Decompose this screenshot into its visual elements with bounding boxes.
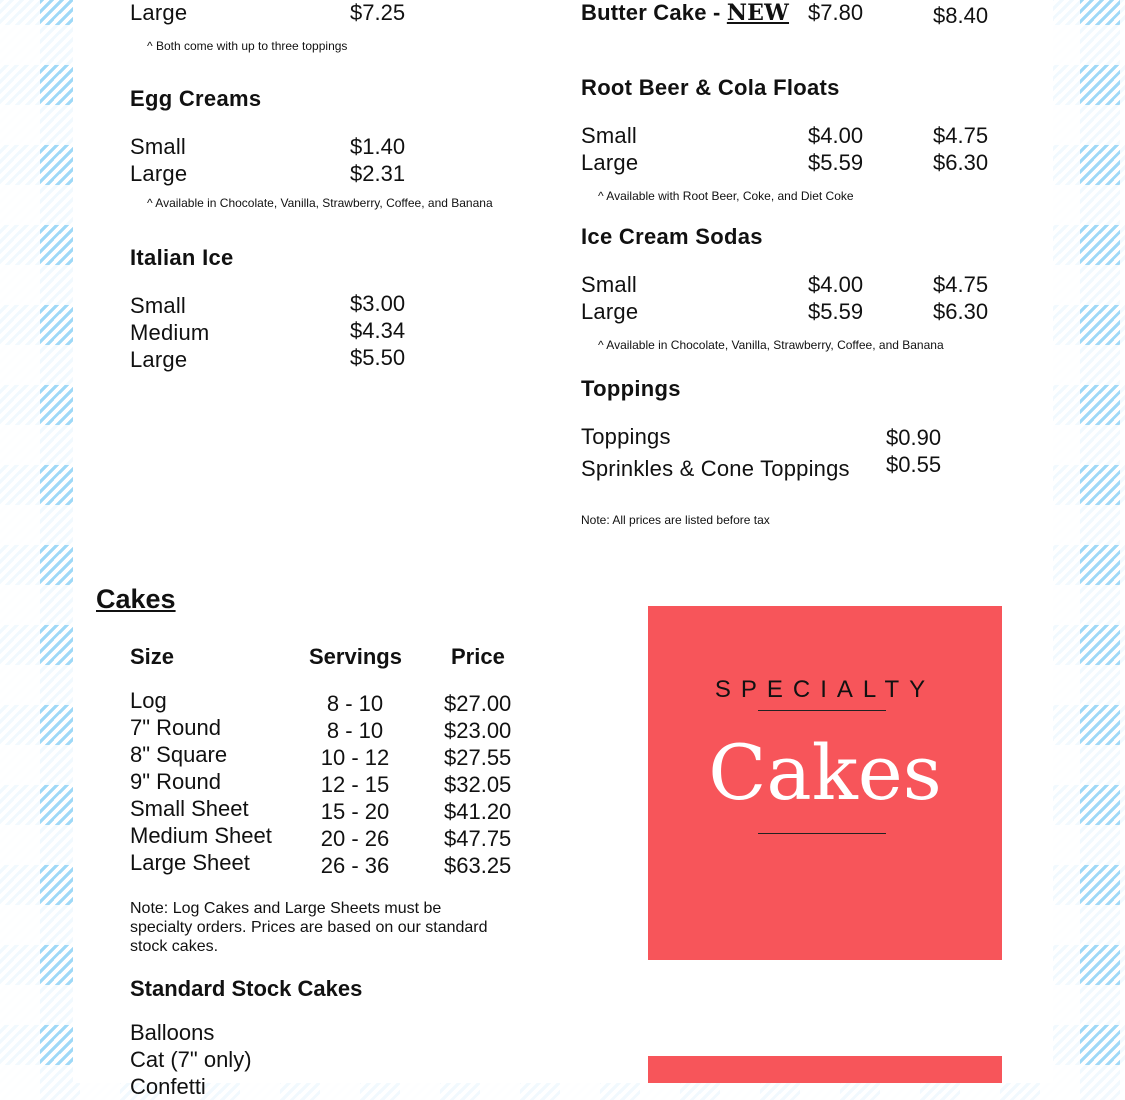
top-item-note: ^ Both come with up to three toppings (147, 39, 348, 53)
table-row: 10 - 12 (320, 745, 390, 770)
egg-creams-small-price: $1.40 (350, 134, 406, 159)
toppings-title: Toppings (581, 376, 681, 401)
table-row: 20 - 26 (320, 826, 390, 851)
egg-creams-large-label: Large (130, 161, 188, 186)
list-item: Balloons (130, 1020, 215, 1045)
cakes-price-column (444, 690, 524, 879)
butter-cake-price-2: $8.40 (933, 3, 989, 28)
table-row: $47.75 (444, 826, 512, 851)
table-row: Log (130, 688, 167, 713)
top-item-label: Large (130, 0, 188, 25)
italian-ice-small-price: $3.00 (350, 291, 406, 316)
cakes-header-size: Size (130, 644, 175, 669)
table-row: 8" Square (130, 742, 228, 767)
sprinkles-price: $0.55 (886, 452, 942, 477)
table-row: $63.25 (444, 853, 512, 878)
italian-ice-large-label: Large (130, 347, 188, 372)
butter-cake-label (581, 0, 789, 26)
floats-small-price-1: $4.00 (808, 123, 864, 148)
table-row: 8 - 10 (326, 691, 384, 716)
table-row: $23.00 (444, 718, 512, 743)
promo-divider-top (758, 710, 886, 711)
table-row: 12 - 15 (320, 772, 390, 797)
cakes-header-price: Price (451, 644, 505, 669)
floats-small-price-2: $4.75 (933, 123, 989, 148)
specialty-cakes-tile[interactable] (648, 606, 1002, 960)
tax-note: Note: All prices are listed before tax (581, 513, 770, 527)
list-item: Confetti (130, 1074, 206, 1099)
table-row: 15 - 20 (320, 799, 390, 824)
promo-divider-bottom (758, 833, 886, 834)
table-row: 9" Round (130, 769, 221, 794)
floats-title: Root Beer & Cola Floats (581, 75, 840, 100)
table-row: 26 - 36 (320, 853, 390, 878)
toppings-label: Toppings (581, 424, 671, 449)
stock-cakes-title: Standard Stock Cakes (130, 976, 363, 1001)
cakes-servings-column (305, 690, 405, 879)
sodas-small-price-2: $4.75 (933, 272, 989, 297)
table-row: $32.05 (444, 772, 512, 797)
cakes-header-servings: Servings (309, 644, 402, 669)
italian-ice-title: Italian Ice (130, 245, 234, 270)
cakes-note-line: specialty orders. Prices are based on our standard (130, 919, 488, 936)
promo-title: Cakes (708, 728, 942, 817)
sodas-small-price-1: $4.00 (808, 272, 864, 297)
table-row: Medium Sheet (130, 823, 272, 848)
egg-creams-title: Egg Creams (130, 86, 262, 111)
cakes-note-line: stock cakes. (130, 938, 219, 955)
promo-kicker: SPECIALTY (714, 676, 936, 703)
new-badge: NEW (726, 0, 790, 26)
stock-cakes-list (130, 1019, 252, 1100)
top-item-price: $7.25 (350, 0, 406, 25)
table-row: Large Sheet (130, 850, 250, 875)
sodas-title: Ice Cream Sodas (581, 224, 763, 249)
floats-note: ^ Available with Root Beer, Coke, and Diet Coke (598, 189, 854, 203)
table-row: $27.00 (444, 691, 512, 716)
table-row: $41.20 (444, 799, 512, 824)
egg-creams-small-label: Small (130, 134, 187, 159)
next-promo-tile[interactable] (648, 1056, 1002, 1083)
table-row: $27.55 (444, 745, 512, 770)
table-row: 8 - 10 (326, 718, 384, 743)
egg-creams-note: ^ Available in Chocolate, Vanilla, Strawberry, Coffee, and Banana (147, 196, 493, 210)
toppings-price: $0.90 (886, 425, 942, 450)
table-row: Small Sheet (130, 796, 249, 821)
cakes-note (130, 899, 488, 956)
sodas-note: ^ Available in Chocolate, Vanilla, Strawberry, Coffee, and Banana (598, 338, 944, 352)
butter-cake-name: Butter Cake - (581, 0, 727, 25)
sodas-small-label: Small (581, 272, 638, 297)
butter-cake-price-1: $7.80 (808, 0, 864, 25)
floats-large-label: Large (581, 150, 639, 175)
italian-ice-large-price: $5.50 (350, 345, 406, 370)
italian-ice-medium-price: $4.34 (350, 318, 406, 343)
egg-creams-large-price: $2.31 (350, 161, 406, 186)
cakes-note-line: Note: Log Cakes and Large Sheets must be (130, 900, 442, 917)
italian-ice-medium-label: Medium (130, 320, 210, 345)
table-row: 7" Round (130, 715, 221, 740)
floats-small-label: Small (581, 123, 638, 148)
list-item: Cat (7" only) (130, 1047, 252, 1072)
sprinkles-label: Sprinkles & Cone Toppings (581, 456, 850, 481)
cakes-size-column (130, 687, 310, 876)
italian-ice-small-label: Small (130, 293, 187, 318)
cakes-section-title: Cakes (96, 584, 176, 614)
sodas-large-label: Large (581, 299, 639, 324)
sodas-large-price-1: $5.59 (808, 299, 864, 324)
floats-large-price-2: $6.30 (933, 150, 989, 175)
sodas-large-price-2: $6.30 (933, 299, 989, 324)
floats-large-price-1: $5.59 (808, 150, 864, 175)
